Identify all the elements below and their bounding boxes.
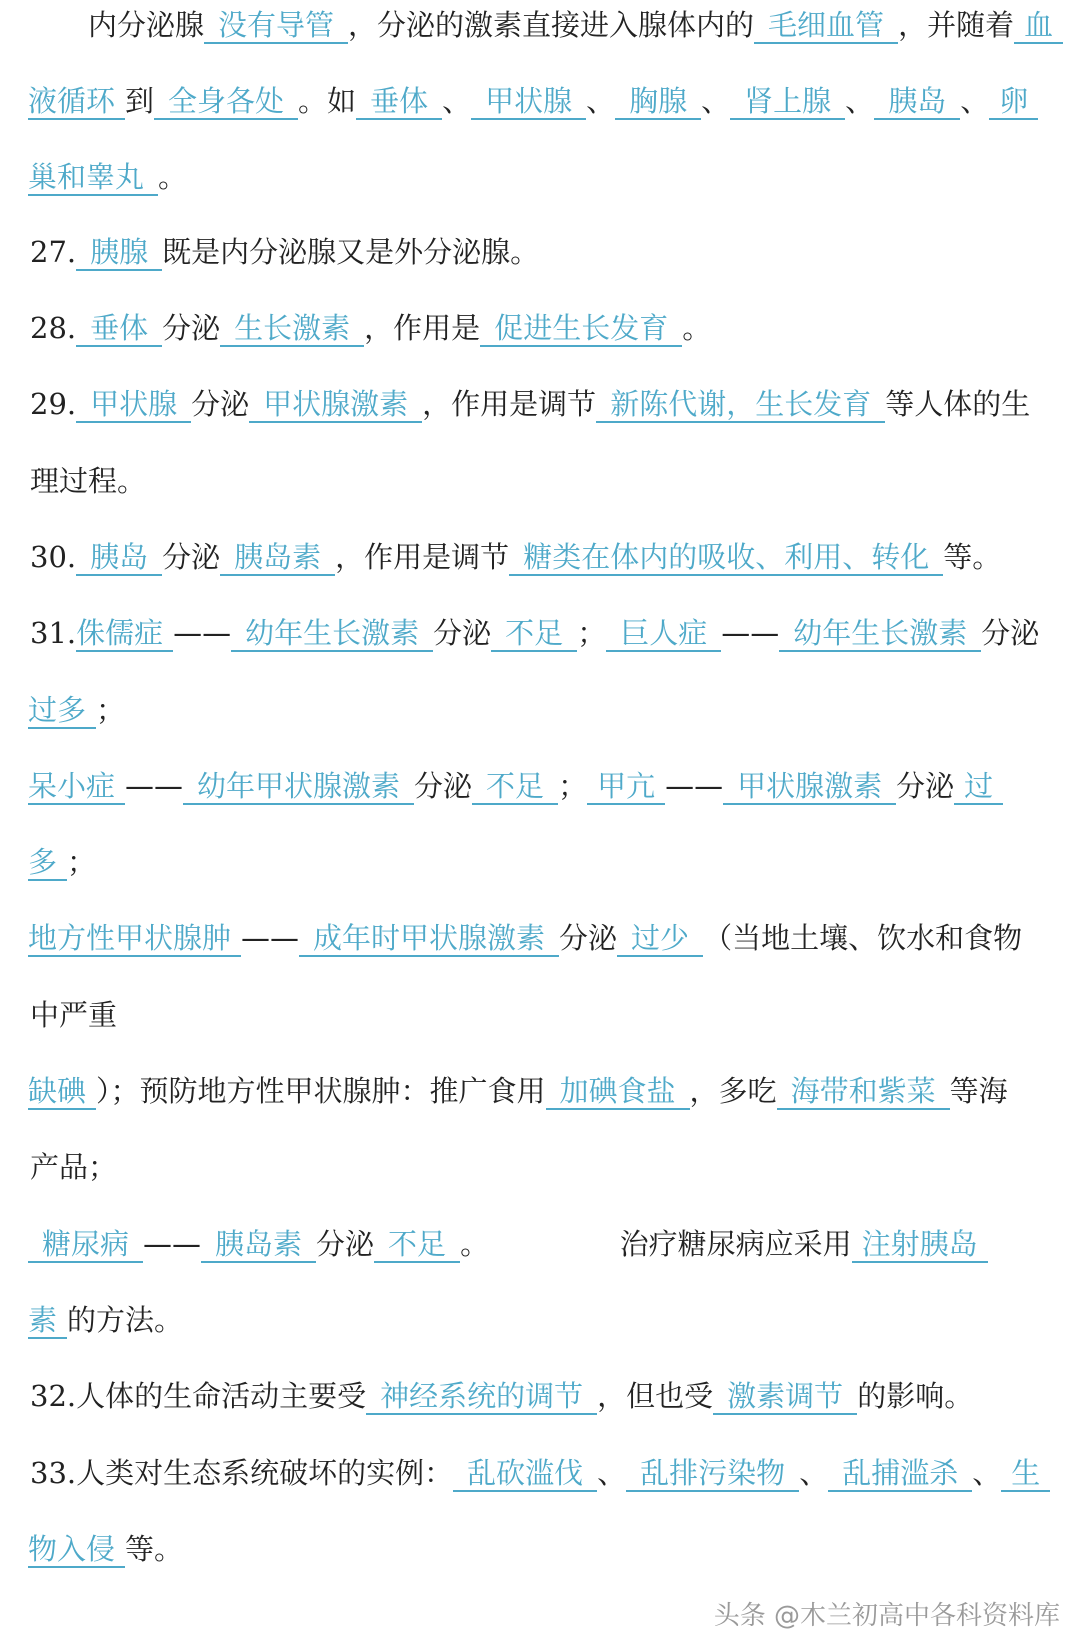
question-30 [30,532,1070,582]
answer-blank: 巢和睾丸 [28,160,158,196]
answer-blank: 胰岛素 [201,1227,316,1263]
static-text: 等。 [125,1532,184,1566]
static-text: 到 [125,84,155,118]
question-32 [30,1371,1070,1421]
text-line [28,837,1068,887]
answer-blank: 呆小症 [28,769,125,805]
static-text: 、 [799,1456,829,1490]
static-text: 。 治疗糖尿病应采用 [460,1227,852,1261]
static-text: ； [67,845,97,879]
answer-blank: 巨人症 [606,616,721,652]
answer-blank: 肾上腺 [730,84,845,120]
text-line [28,1524,628,1574]
answer-blank: 甲状腺 [471,84,586,120]
static-text: 分泌 [162,311,221,345]
answer-blank: 乱砍滥伐 [453,1456,597,1492]
answer-blank: 加碘食盐 [546,1074,690,1110]
static-text: ，并随着 [898,8,1015,42]
answer-blank: 胰岛素 [220,540,335,576]
answer-blank: 甲亢 [587,769,665,805]
text-line [28,152,1068,202]
question-31 [30,608,1070,658]
answer-blank: 过 [954,769,1003,805]
answer-blank: 成年时甲状腺激素 [299,921,559,957]
static-text: 分泌 [896,769,955,803]
static-text: 分泌 [981,616,1040,650]
answer-blank: 素 [28,1303,67,1339]
static-text: 既是内分泌腺又是外分泌腺。 [162,235,540,269]
static-text: 的影响。 [857,1379,974,1413]
static-text: 。 [158,160,188,194]
question-27 [30,227,1070,277]
answer-blank: 胸腺 [615,84,701,120]
static-text: ，但也受 [597,1379,714,1413]
static-text: （当地土壤、饮水和食物 [703,921,1023,955]
answer-blank: 毛细血管 [754,8,898,44]
answer-blank: 海带和紫菜 [777,1074,950,1110]
static-text: 、 [960,84,990,118]
static-text: 、 [972,1456,1002,1490]
question-number: 29. [30,387,77,421]
answer-blank: 垂体 [76,311,162,347]
answer-blank: 糖类在体内的吸收、利用、转化 [509,540,943,576]
static-text: 、 [701,84,731,118]
answer-blank: 没有导管 [204,8,348,44]
answer-blank: 新陈代谢，生长发育 [596,387,885,423]
question-28 [30,303,1070,353]
answer-blank: 侏儒症 [76,616,173,652]
question-number: 30. [30,540,77,574]
static-text: —— [125,769,184,803]
static-text: 内分泌腺 [30,8,205,42]
question-number: 32. [30,1379,77,1413]
answer-blank: 甲状腺激素 [723,769,896,805]
answer-blank: 不足 [491,616,577,652]
static-text: —— [665,769,724,803]
static-text: 等人体的生 [885,387,1031,421]
static-text: 分泌 [191,387,250,421]
answer-blank: 卵 [989,84,1038,120]
static-text: 等海 [949,1074,1008,1108]
static-text: 的方法。 [67,1303,184,1337]
static-text: ，作用是调节 [422,387,597,421]
answer-blank: 胰岛 [76,540,162,576]
answer-blank: 幼年生长激素 [779,616,981,652]
static-text: 。 [682,311,712,345]
static-text: 人体的生命活动主要受 [76,1379,367,1413]
watermark: 头条 @木兰初高中各科资料库 [713,1601,1060,1631]
static-text: ； [558,769,588,803]
text-line [30,1142,1070,1192]
answer-blank: 过多 [28,693,96,729]
text-line [28,76,1068,126]
question-number: 27. [30,235,77,269]
static-text: ）；预防地方性甲状腺肿：推广食用 [96,1074,546,1108]
static-text: ，作用是调节 [335,540,510,574]
static-text: —— [143,1227,202,1261]
static-text: ，分泌的激素直接进入腺体内的 [348,8,755,42]
text-line [28,1219,1068,1269]
static-text: 、 [597,1456,627,1490]
static-text: 等。 [943,540,1002,574]
answer-blank: 液循环 [28,84,125,120]
answer-blank: 全身各处 [154,84,298,120]
answer-blank: 幼年甲状腺激素 [183,769,414,805]
question-33 [30,1448,1070,1498]
static-text: 分泌 [414,769,473,803]
text-line [28,913,1068,963]
static-text: 人类对生态系统破坏的实例： [76,1456,454,1490]
static-text: ； [96,693,126,727]
text-line [28,761,1068,811]
answer-blank: 过少 [617,921,703,957]
static-text: ； [577,616,607,650]
answer-blank: 注射胰岛 [852,1227,988,1263]
question-number: 33. [30,1456,77,1490]
answer-blank: 缺碘 [28,1074,96,1110]
answer-blank: 多 [28,845,67,881]
answer-blank: 糖尿病 [28,1227,143,1263]
answer-blank: 不足 [472,769,558,805]
answer-blank: 生 [1001,1456,1050,1492]
question-number: 31. [30,616,77,650]
answer-blank: 乱排污染物 [626,1456,799,1492]
answer-blank: 乱捕滥杀 [828,1456,972,1492]
answer-blank: 胰腺 [76,235,162,271]
text-line [30,990,1070,1040]
question-number: 28. [30,311,77,345]
answer-blank: 甲状腺激素 [249,387,422,423]
static-text: 、 [845,84,875,118]
static-text: 分泌 [162,540,221,574]
text-line [30,456,1070,506]
static-text: 分泌 [316,1227,375,1261]
answer-blank: 激素调节 [713,1379,857,1415]
answer-blank: 胰岛 [874,84,960,120]
text-line [28,685,1068,735]
answer-blank: 不足 [374,1227,460,1263]
static-text: 。如 [298,84,357,118]
answer-blank: 血 [1014,8,1063,44]
static-text: —— [241,921,300,955]
static-text: 中严重 [30,998,118,1032]
answer-blank: 神经系统的调节 [366,1379,597,1415]
static-text: —— [721,616,780,650]
static-text: 产品； [30,1150,118,1184]
static-text: ，多吃 [689,1074,777,1108]
answer-blank: 幼年生长激素 [231,616,433,652]
text-line [28,1066,1068,1116]
static-text: —— [173,616,232,650]
static-text: 、 [586,84,616,118]
answer-blank: 地方性甲状腺肿 [28,921,241,957]
static-text: 理过程。 [30,464,147,498]
answer-blank: 垂体 [356,84,442,120]
static-text: 、 [442,84,472,118]
answer-blank: 甲状腺 [76,387,191,423]
static-text: 分泌 [433,616,492,650]
static-text: ，作用是 [364,311,481,345]
question-29 [30,379,1070,429]
answer-blank: 生长激素 [220,311,364,347]
answer-blank: 促进生长发育 [480,311,682,347]
text-line [28,1295,1068,1345]
answer-blank: 物入侵 [28,1532,125,1568]
static-text: 分泌 [559,921,618,955]
text-line [30,0,1070,50]
